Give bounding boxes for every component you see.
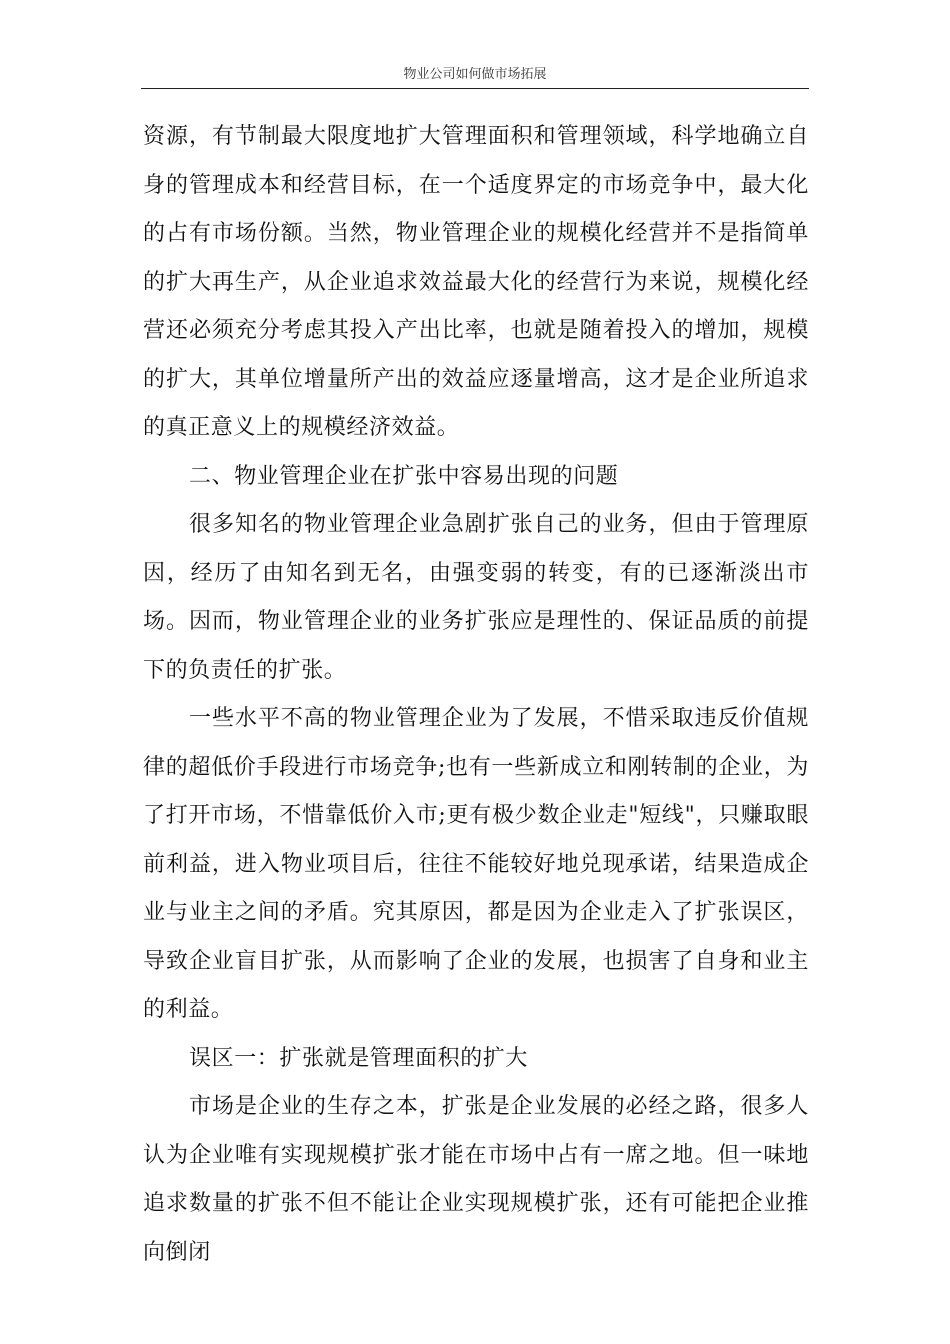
subheading: 误区一：扩张就是管理面积的扩大 bbox=[189, 1045, 529, 1071]
section-heading: 二、物业管理企业在扩张中容易出现的问题 bbox=[189, 463, 619, 489]
paragraph: 市场是企业的生存之本，扩张是企业发展的必经之路，很多人认为企业唯有实现规模扩张才能在市场中占有一席之地。但一味地追求数量的扩张不但不能让企业实现规模扩张，还有可能把企业推向倒闭 bbox=[143, 1094, 809, 1265]
paragraph-continuation: 资源，有节制最大限度地扩大管理面积和管理领域，科学地确立自身的管理成本和经营目标，在一个适度界定的市场竞争中，最大化的占有市场份额。当然，物业管理企业的规模化经营并不是指简单的扩大再生产，从企业追求效益最大化的经营行为来说，规模化经营还必须充分考虑其投入产出比率，也就是随着投入的增加，规模的扩大，其单位增量所产出的效益应逐量增高，这才是企业所追求的真正意义上的规模经济效益。 bbox=[143, 124, 809, 440]
page-header bbox=[141, 62, 809, 89]
paragraph: 一些水平不高的物业管理企业为了发展，不惜采取违反价值规律的超低价手段进行市场竞争;也有一些新成立和刚转制的企业，为了打开市场，不惜靠低价入市;更有极少数企业走"短线"，只赚取眼前利益，进入物业项目后，往往不能较好地兑现承诺，结果造成企业与业主之间的矛盾。究其原因，都是因为企业走入了扩张误区，导致企业盲目扩张，从而影响了企业的发展，也损害了自身和业主的利益。 bbox=[143, 706, 809, 1022]
document-body bbox=[143, 113, 809, 1277]
header-title: 物业公司如何做市场拓展 bbox=[403, 67, 547, 82]
paragraph: 很多知名的物业管理企业急剧扩张自己的业务，但由于管理原因，经历了由知名到无名，由强变弱的转变，有的已逐渐淡出市场。因而，物业管理企业的业务扩张应是理性的、保证品质的前提下的负责任的扩张。 bbox=[143, 512, 809, 683]
